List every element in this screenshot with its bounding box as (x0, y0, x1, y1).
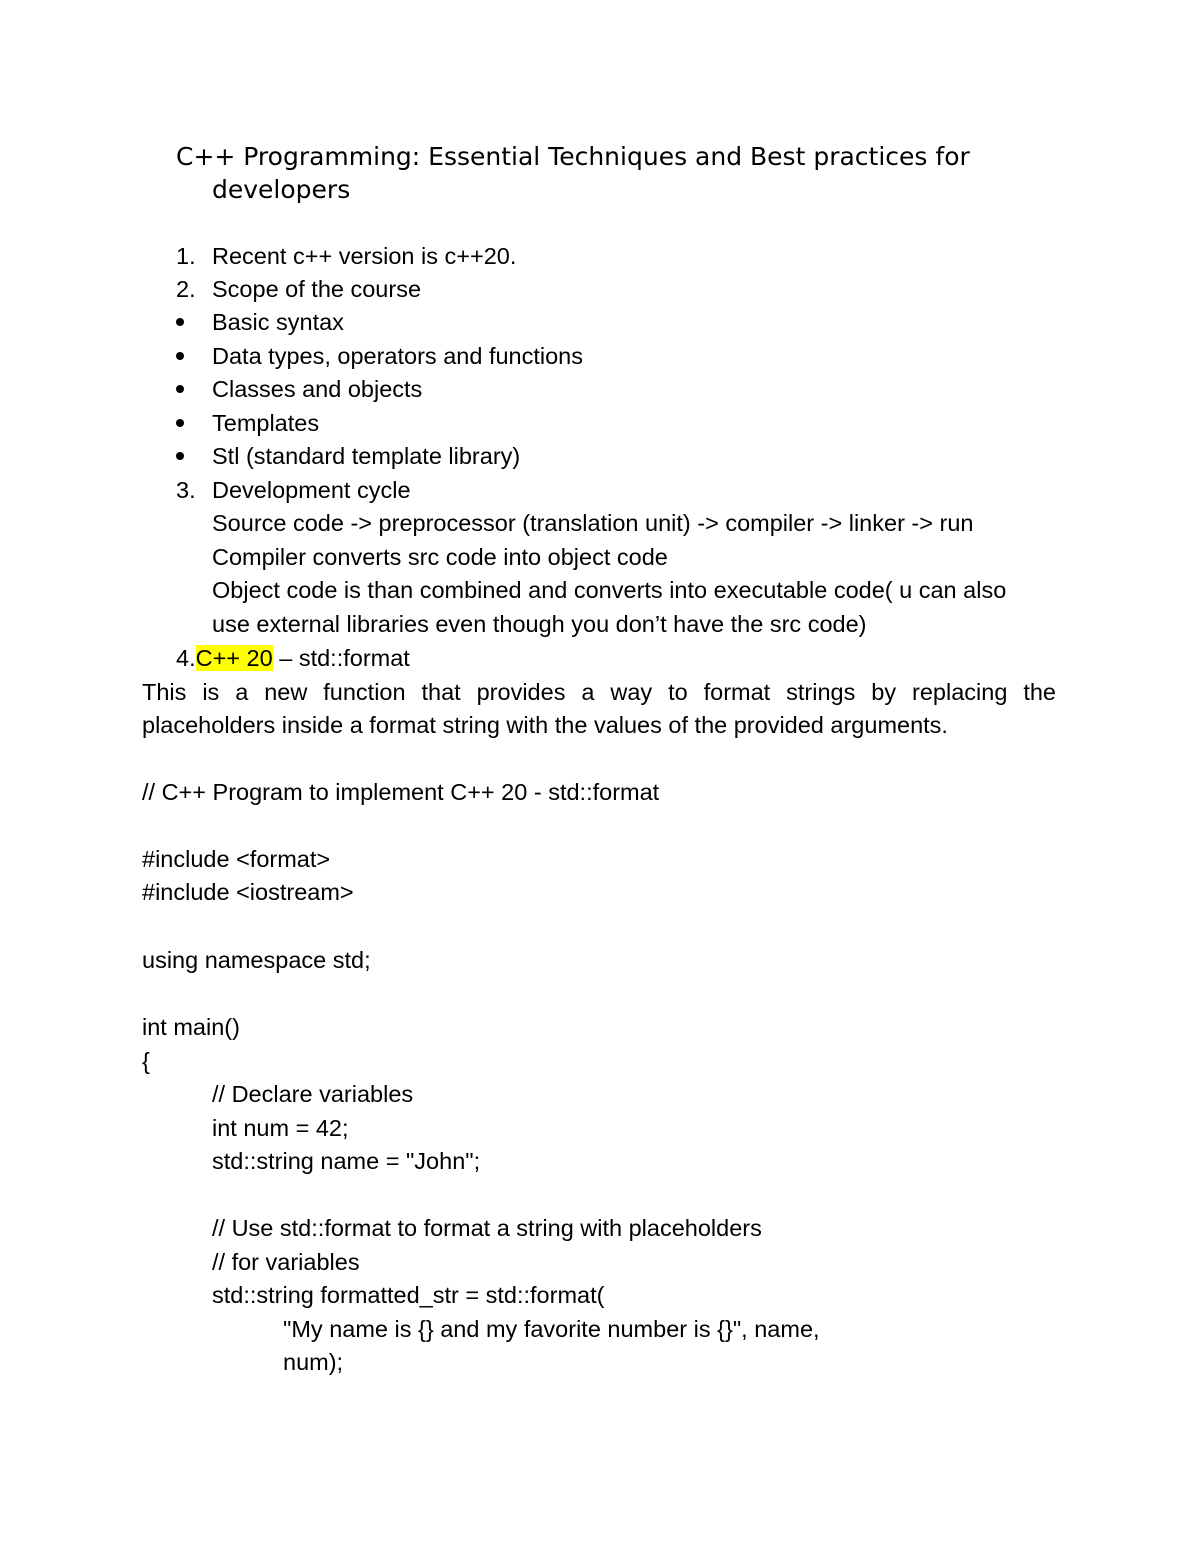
code-comment: // Declare variables (212, 1081, 414, 1107)
bullet-dot (176, 452, 184, 460)
code-comment: // for variables (212, 1249, 360, 1275)
code-comment: // Use std::format to format a string with placeholders (212, 1215, 762, 1241)
title-line-2: developers (212, 175, 351, 204)
bullet-dot (176, 318, 184, 326)
code-comment: // C++ Program to implement C++ 20 - std::format (142, 779, 660, 805)
cycle-line: Object code is than combined and converts into executable code( u can also (212, 577, 1007, 603)
bullet-dot (176, 385, 184, 393)
bullet-dot (176, 352, 184, 360)
list-number-2: 2. (176, 276, 196, 302)
title-line-1: C++ Programming: Essential Techniques and Best practices for (176, 142, 970, 171)
list-item-4-text: – std::format (272, 645, 410, 671)
list-item-1: Recent c++ version is c++20. (212, 243, 517, 269)
cycle-line: Source code -> preprocessor (translation unit) -> compiler -> linker -> run (212, 510, 974, 536)
list-item-2: Scope of the course (212, 276, 422, 302)
cycle-line: use external libraries even though you don’t have the src code) (212, 611, 867, 637)
document-title (176, 140, 1066, 206)
code-line: int num = 42; (212, 1115, 349, 1141)
code-using: using namespace std; (142, 947, 371, 973)
code-include: #include <format> (142, 846, 331, 872)
cycle-line: Compiler converts src code into object code (212, 544, 668, 570)
list-number-3: 3. (176, 477, 196, 503)
bullet-item: Templates (212, 410, 320, 436)
list-number-4: 4. (176, 645, 196, 671)
description-paragraph: This is a new function that provides a way to format strings by replacing the placeholders inside a format string with the values of the provided arguments. (142, 679, 1056, 738)
code-line: num); (283, 1349, 344, 1375)
code-line: std::string formatted_str = std::format( (212, 1282, 605, 1308)
bullet-item: Basic syntax (212, 309, 344, 335)
list-item-3: Development cycle (212, 477, 411, 503)
code-main: int main() (142, 1014, 240, 1040)
code-include: #include <iostream> (142, 879, 354, 905)
code-brace: { (142, 1048, 150, 1074)
bullet-item: Data types, operators and functions (212, 343, 583, 369)
code-line: "My name is {} and my favorite number is {}", name, (283, 1316, 820, 1342)
bullet-item: Stl (standard template library) (212, 443, 521, 469)
list-number-1: 1. (176, 243, 196, 269)
bullet-dot (176, 419, 184, 427)
list-item-4 (176, 642, 410, 675)
bullet-item: Classes and objects (212, 376, 423, 402)
highlighted-text: C++ 20 (195, 645, 273, 671)
code-line: std::string name = "John"; (212, 1148, 481, 1174)
